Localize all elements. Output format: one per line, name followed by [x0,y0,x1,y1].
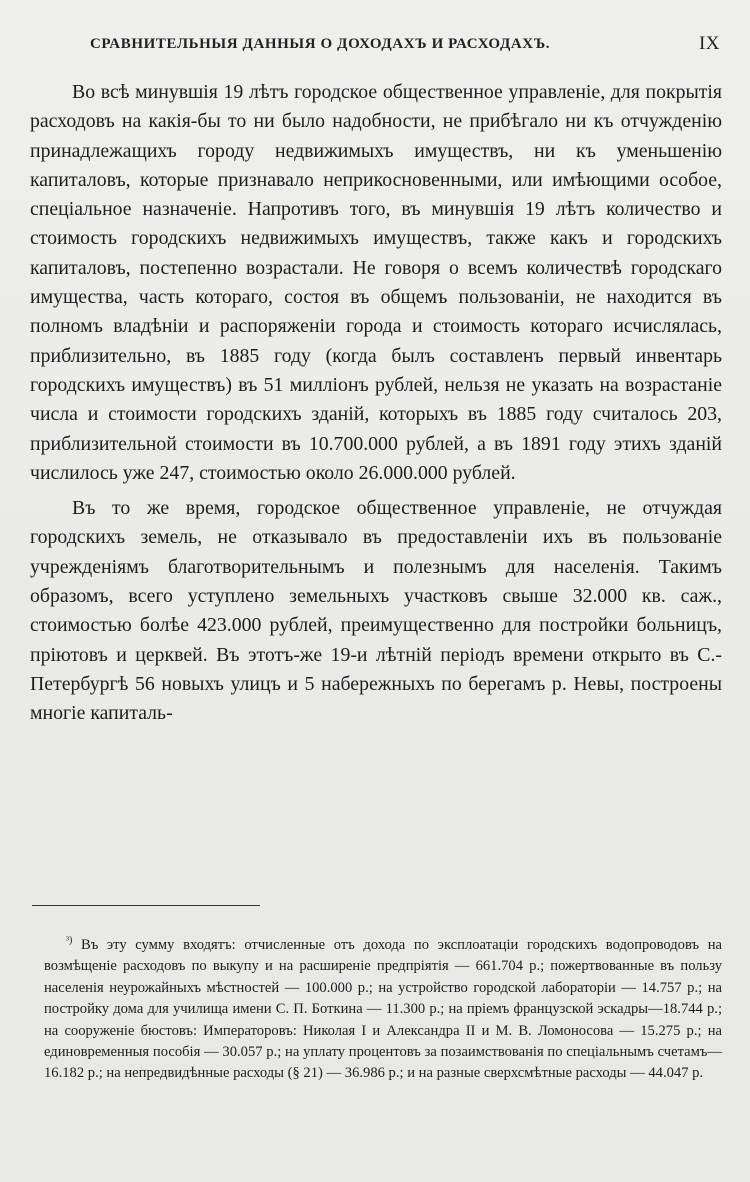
page-number: IX [698,33,720,54]
running-head [30,33,720,60]
body-text [30,78,722,729]
footnote-text: Въ эту сумму входятъ: отчисленные отъ дохода по эксплоатаціи городскихъ водопроводовъ на возмѣщеніе расходовъ по выкупу и на расширеніе предпріятія — 661.704 р.; пожертвованные въ пользу населенія неурожайныхъ мѣстностей — 100.000 р.; на устройство городской лабораторіи — 14.757 р.; на постройку дома для училища имени С. П. Боткина — 11.300 р.; на пріемъ французской эскадры—18.744 р.; на сооруженіе бюстовъ: Императоровъ: Николая I и Александра II и М. В. Ломоносова — 15.275 р.; на единовременныя пособія — 30.057 р.; на уплату процентовъ за позаимствованія по спеціальнымъ счетамъ—16.182 р.; на непредвидѣнные расходы (§ 21) — 36.986 р.; и на разные сверхсмѣтные расходы — 44.047 р. [44,937,722,1082]
footnote-marker: ³) [66,935,73,947]
footnote [44,935,722,1085]
footnote-rule [32,905,260,906]
paragraph-1: Во всѣ минувшія 19 лѣтъ городское общественное управленіе, для покрытія расходовъ на какія-бы то ни было надобности, не прибѣгало ни къ отчужденію принадлежащихъ городу недвижимыхъ имуществъ, ни къ уменьшенію капиталовъ, которые признавало неприкосновенными, или имѣющими особое, спеціальное назначеніе. Напротивъ того, въ минувшія 19 лѣтъ количество и стоимость городскихъ недвижимыхъ имуществъ, также какъ и городскихъ капиталовъ, постепенно возрастали. Не говоря о всемъ количествѣ городскаго имущества, часть котораго, состоя въ общемъ пользованіи, не находится въ полномъ владѣніи и распоряженіи города и стоимость котораго исчислялась, приблизительно, въ 1885 году (когда былъ составленъ первый инвентарь городскихъ имуществъ) въ 51 милліонъ рублей, нельзя не указать на возрастаніе числа и стоимости городскихъ зданій, которыхъ въ 1885 году считалось 203, приблизительной стоимости въ 10.700.000 рублей, а въ 1891 году этихъ зданій числилось уже 247, стоимостью около 26.000.000 рублей. [30,81,722,484]
footnote-paragraph [44,935,722,1085]
paragraph-2: Въ то же время, городское общественное управленіе, не отчуждая городскихъ земель, не отказывало въ предоставленіи ихъ въ пользованіе учрежденіямъ благотворительнымъ и полезнымъ для населенія. Такимъ образомъ, всего уступлено земельныхъ участковъ свыше 32.000 кв. саж., стоимостью болѣе 423.000 рублей, преимущественно для постройки больницъ, пріютовъ и церквей. Въ этотъ-же 19-и лѣтній періодъ времени открыто въ С.-Петербургѣ 56 новыхъ улицъ и 5 набережныхъ по берегамъ р. Невы, построены многіе капиталь- [30,497,722,725]
running-title: СРАВНИТЕЛЬНЫЯ ДАННЫЯ О ДОХОДАХЪ И РАСХОДАХЪ. [90,36,551,52]
